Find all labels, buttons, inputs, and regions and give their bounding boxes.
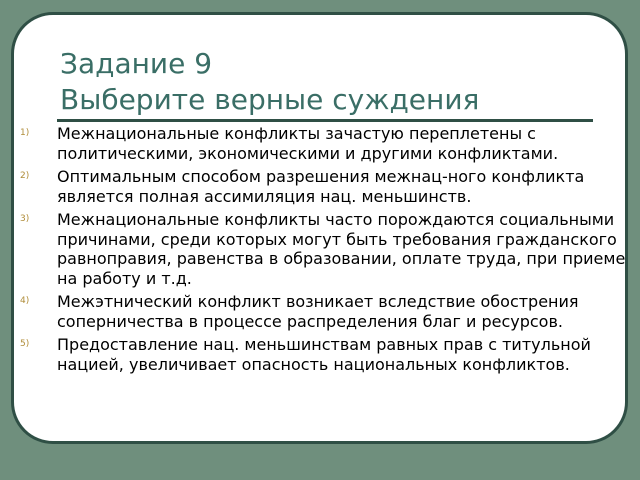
title-line-1: Задание 9	[60, 47, 213, 80]
statements-list	[0, 124, 626, 378]
statement-number: 2)	[20, 171, 30, 181]
statement-item-5	[0, 335, 626, 374]
statement-number: 4)	[20, 296, 30, 306]
statement-item-1	[0, 124, 626, 163]
statement-item-3	[0, 210, 626, 288]
statement-text: Предоставление нац. меньшинствам равных прав с титульной нацией, увеличивает опасность национальных конфликтов.	[57, 335, 591, 374]
title-line-2: Выберите верные суждения	[60, 83, 480, 116]
statement-number: 5)	[20, 339, 30, 349]
statement-item-2	[0, 167, 626, 206]
statement-number: 1)	[20, 128, 30, 138]
statement-item-4	[0, 292, 626, 331]
statement-text: Межнациональные конфликты часто порождаются социальными причинами, среди которых могут быть требования гражданского равноправия, равенства в образовании, оплате труда, при приеме на работу и т.д.	[57, 210, 626, 288]
statement-number: 3)	[20, 214, 30, 224]
statement-text: Оптимальным способом разрешения межнац-ного конфликта является полная ассимиляция нац. меньшинств.	[57, 167, 585, 206]
slide-title	[60, 46, 580, 118]
title-underline	[57, 119, 593, 122]
statement-text: Межнациональные конфликты зачастую переплетены с политическими, экономическими и другими конфликтами.	[57, 124, 559, 163]
statement-text: Межэтнический конфликт возникает вследствие обострения соперничества в процессе распределения благ и ресурсов.	[57, 292, 579, 331]
